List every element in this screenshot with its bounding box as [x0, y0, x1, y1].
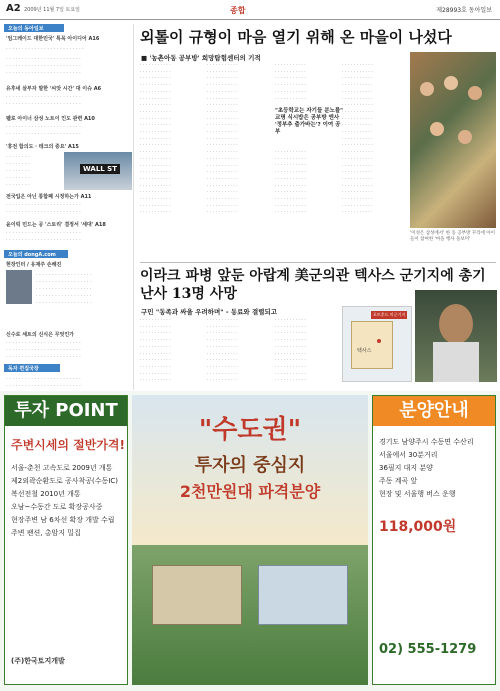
- ad-phone: 02) 555-1279: [379, 642, 477, 657]
- page-number: A2: [6, 3, 21, 14]
- ad-center-sub2: 2천만원대 파격분양: [179, 482, 321, 501]
- ad-right-item: 현장 및 서울행 버스 운행: [379, 490, 456, 498]
- ad-points: [11, 462, 118, 540]
- ad-right-title: 분양안내: [373, 396, 495, 426]
- ad-right-items: [379, 436, 474, 501]
- ad-center-sub1: 투자의 중심지: [194, 455, 306, 476]
- editor-box: 독자 편집국장: [4, 364, 60, 372]
- paper-name: 제28993호 동아일보: [436, 7, 492, 14]
- ad-right-item: 36필지 대지 분양: [379, 464, 433, 472]
- subhead-3: 구민 "동족과 싸울 우려하며" - 동료와 결렬되고: [141, 308, 278, 316]
- today-box: 오늘의 동아일보: [4, 24, 64, 32]
- ad-right-item: 서울에서 30분거리: [379, 451, 438, 459]
- left-item-7: 현장인터 / 유재주 손해진: [6, 262, 62, 268]
- article-1-col-2: · · · · · · · · · · · · · · · · · · · · · · · · · · · · · · · · · · · · · · · · · · · · · · · · · · · · · · · · · · · · · · · · · · · · · · · · · · · · · · · · · · · · · · · · · · · · · · · · · · · · · · · · · · · · · · · · · · · · · · · · · · · · · · · · · · · · · · · · · · · · · · · · · · · · · · · · · · · · · · · · · · · · · · · · · · · · · · · · · · · · · · · · · · · · · · · · · · · · · · · · · · · · · · · · · · · · · · · · · · · · · · · · · · · · · · · · · · · · · · · · · · · · · · · · · · · · ·: [207, 63, 238, 216]
- headline-1: 외톨이 규형이 마음 열기 위해 온 마을이 나섰다: [140, 28, 452, 46]
- left-item-8: 신수로 세트의 신식은 무엇인가: [6, 332, 75, 338]
- map-label: 포트후드 미군기지: [373, 312, 406, 317]
- ad-left-sub: 주변시세의 절반가격!: [11, 438, 125, 452]
- wall-st-sign: WALL ST: [80, 164, 120, 174]
- section-title: 종합: [230, 6, 246, 15]
- ad-point: 제2외곽순환도로 공사착공(수동IC): [11, 477, 118, 485]
- left-column: 오늘의 동아일보 '엄그레이드 대한민국' 특목 아이디어 A16 · · · · · · · · · · · · · · · · · · · · · · · · · · · · · · · · · · · · · · · · · · · · · · · · · · · · · · · · · · · · · · · · · · · · · · · · · · · · · · · · · · · · · · · · · · · · · · · · · 유후네 살부자 말한 '씨앗 시간' 대 이슈 A6 · · · · · · · · · · · · · · · · · · · · · · · · · · · · · · · · · · · · · · · · · · · · · · · · 펠로 아이너 삼성 노트이 인도 관련 A10 · · · · · · · · · · · · · · · · · · · · · · · · · · · · · · · · · · · · · · · · · · · · · · · · '휴전 합의도 · 테크의 중요' A15 WALL ST · · · · · · · · · · · · · · · · · · · · · · · · · · · · · · · · · · · · · · · · 전국입은 아닌 통합폐 시정하는가 A11 · · · · · · · · · · · · · · · · · · · · · · · · · · · · · · · · · · · · · · · · · · · · · · · · 윤이릭 민드는 공 '스토리' 결정서 '세대' A18 · · · · · · · · · · · · · · · · · · · · · · · · · · · · · · · · · · · · · · · · · · · · · · · · 오늘의 dongA.com 현장인터 / 유재주 손해진 · · · · · · · · · · · · · · · · · · · · · · · · · · · · · · · · · · · · · · · · · · · · · · · · · · · · · · · · · · · · · · · · · · · · · · · · · · · · · · · · · · · · · · · · · · 신수로 세트의 신식은 무엇인가 · · · · · · · · · · · · · · · · · · · · · · · · · · · · · · · · · · · · · · · · · · · · · · · · · · · · · · · · · · · · · · · · · · · · · · · · 독자 편집국장 · · · · · · · · · · · · · · · · · · · · · · · · · · · · · · · · · · · · · · · · · · · · · · · ·: [4, 24, 134, 390]
- wall-street-photo: [64, 152, 132, 190]
- ad-point: 서울-춘천 고속도로 2009년 개통: [11, 464, 113, 472]
- ad-right-panel: [372, 395, 496, 685]
- left-item-6: 윤이릭 민드는 공 '스토리' 결정서 '세대' A18: [6, 222, 106, 228]
- photo-caption: '이성은 삼성에서' 한 동 공부방 꾸리에 아이들이 참여한 '마을 행사 돌보미': [410, 231, 495, 242]
- map-city: 텍사스: [357, 348, 372, 354]
- left-item-3: 펠로 아이너 삼성 노트이 인도 관련 A10: [6, 116, 95, 122]
- issue-date: 2009년 11월 7일 토요일: [24, 7, 81, 13]
- suspect-photo: [415, 290, 497, 382]
- ad-point: 주변 팬션, 총암지 밀집: [11, 529, 81, 537]
- ad-right-item: 주동 계곡 앞: [379, 477, 418, 485]
- ad-left-panel: [4, 395, 128, 685]
- subhead-2: "초등학교는 자기들 분노를" 교명 식시밥은 공부방 엔사 '정부추 출가바는'? 이여 공부: [275, 108, 344, 135]
- ad-left-title: 투자 POINT: [5, 396, 127, 426]
- advertisement: [0, 391, 500, 691]
- columnist-photo: [6, 270, 32, 304]
- headline-2: 이라크 파병 앞둔 아랍계 美군의관 텍사스 군기지에 총기난사 13명 사망: [140, 268, 486, 302]
- ad-point: 현장주변 남 6차선 확장 개발 수립: [11, 516, 115, 524]
- dongacom-box: 오늘의 dongA.com: [4, 250, 68, 258]
- ad-point: 오남~수동간 도로 확장공사중: [11, 503, 103, 511]
- left-item-4: '휴전 합의도 · 테크의 중요' A15: [6, 144, 79, 150]
- ad-center: [132, 395, 368, 685]
- ad-point: 복선전철 2010년 개통: [11, 490, 81, 498]
- left-item-5: 전국입은 아닌 통합폐 시정하는가 A11: [6, 194, 92, 200]
- ad-company: (주)한국토지개발: [11, 657, 65, 665]
- left-item-1: '엄그레이드 대한민국' 특목 아이디어 A16: [6, 36, 100, 42]
- masthead: [0, 0, 500, 20]
- ad-center-title: "수도권": [198, 415, 302, 445]
- left-item-2: 유후네 살부자 말한 '씨앗 시간' 대 이슈 A6: [6, 86, 102, 92]
- children-photo: [410, 52, 496, 228]
- subhead-1: ■ '농촌아동 공부방' 희망탐험센터의 기적: [141, 54, 261, 62]
- article-1-col-1: · · · · · · · · · · · · · · · · · · · · · · · · · · · · · · · · · · · · · · · · · · · · · · · · · · · · · · · · · · · · · · · · · · · · · · · · · · · · · · · · · · · · · · · · · · · · · · · · · · · · · · · · · · · · · · · · · · · · · · · · · · · · · · · · · · · · · · · · · · · · · · · · · · · · · · · · · · · · · · · · · · · · · · · · · · · · · · · · · · · · · · · · · · · · · · · · · · · · · · · · · · · · · · · · · · · · · · · · · · · · · · · · · · · · · · · · · · · · · · · · · · · · · · · · · · · · ·: [140, 63, 171, 216]
- ad-price: 118,000원: [379, 519, 457, 535]
- ad-right-item: 경기도 남양주시 수동면 수산리: [379, 438, 474, 446]
- article-1-col-4: · · · · · · · · · · · · · · · · · · · · · · · · · · · · · · · · · · · · · · · · · · · · · · · · · · · · · · · · · · · · · · · · · · · · · · · · · · · · · · · · · · · · · · · · · · · · · · · · · · · · · · · · · · · · · · · · · · · · · · · · · · · · · · · · · · · · · · · · · · · · · · · · · · · · · · · · · · · · · · · · · · · · · · · · · · · · · · · · · · · · · · · · · · · · · · · · · · · · · · · · · · · · · · · · · · · · · · · · · · · · · · · · · · · · · · · · · · · · · · · · · · · · · · · · · · · · ·: [342, 63, 373, 216]
- texas-map: [342, 306, 412, 382]
